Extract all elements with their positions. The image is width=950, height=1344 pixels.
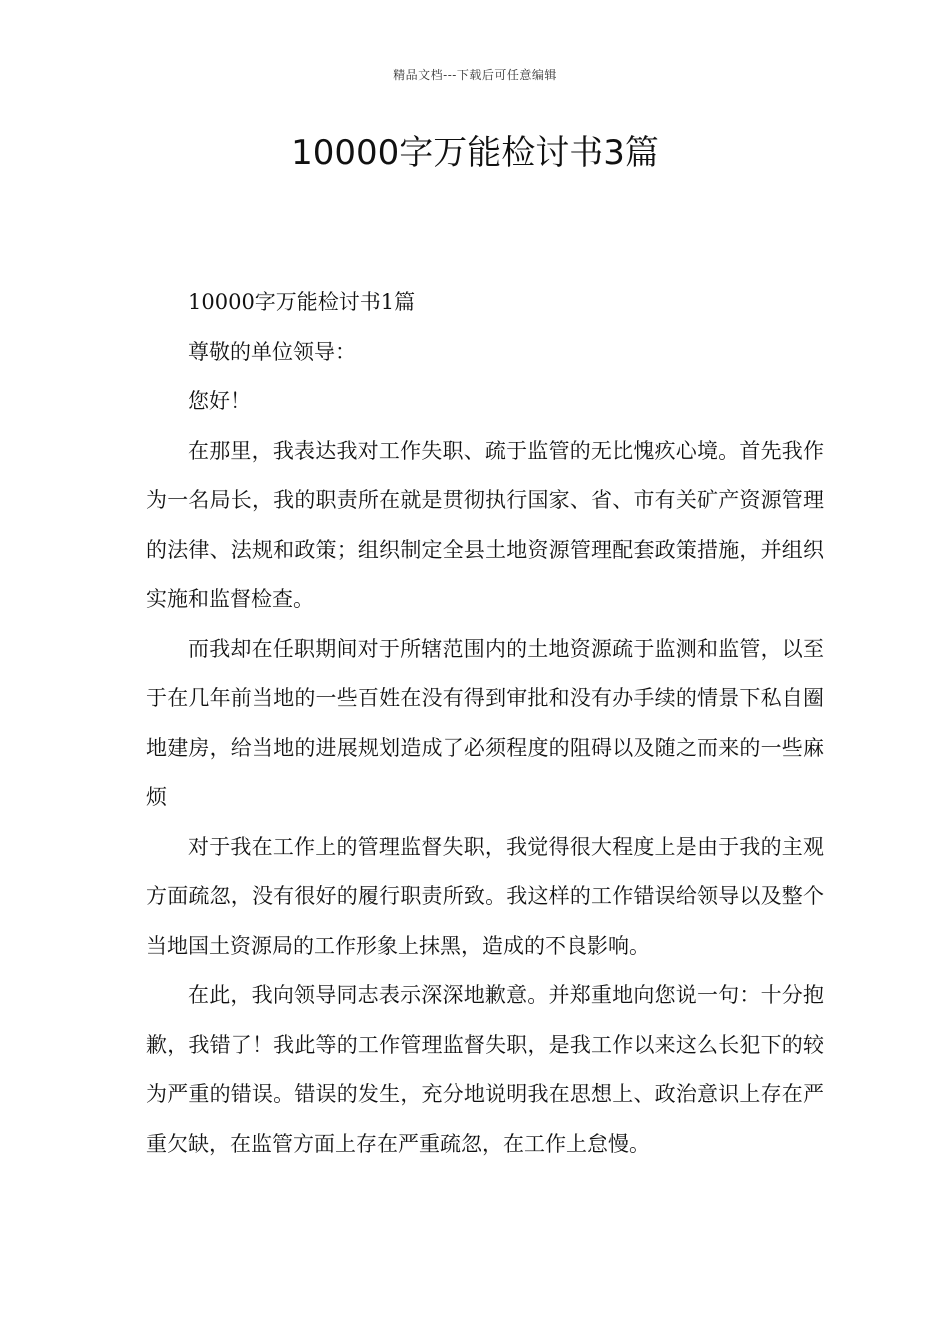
body-paragraph: 而我却在任职期间对于所辖范围内的土地资源疏于监测和监管，以至于在几年前当地的一些百姓在没有得到审批和没有办手续的情景下私自圈地建房，给当地的进展规划造成了必须程度的阻碍以及随之而来的一些麻烦 bbox=[146, 636, 824, 809]
greeting: 您好！ bbox=[188, 389, 251, 413]
document-body bbox=[146, 278, 824, 1169]
section-heading: 10000字万能检讨书1篇 bbox=[188, 290, 416, 314]
document-title: 10000字万能检讨书3篇 bbox=[291, 133, 659, 173]
body-paragraph: 在那里，我表达我对工作失职、疏于监管的无比愧疚心境。首先我作为一名局长，我的职责所在就是贯彻执行国家、省、市有关矿产资源管理的法律、法规和政策；组织制定全县土地资源管理配套政策措施，并组织实施和监督检查。 bbox=[146, 438, 824, 611]
salutation: 尊敬的单位领导： bbox=[188, 339, 356, 364]
body-paragraph: 对于我在工作上的管理监督失职，我觉得很大程度上是由于我的主观方面疏忽，没有很好的履行职责所致。我这样的工作错误给领导以及整个当地国土资源局的工作形象上抹黑，造成的不良影响。 bbox=[146, 834, 824, 958]
header-note: 精品文档---下载后可任意编辑 bbox=[393, 68, 557, 82]
body-paragraph: 在此，我向领导同志表示深深地歉意。并郑重地向您说一句：十分抱歉，我错了！我此等的工作管理监督失职，是我工作以来这么长犯下的较为严重的错误。错误的发生，充分地说明我在思想上、政治意识上存在严重欠缺，在监管方面上存在严重疏忽，在工作上怠慢。 bbox=[146, 983, 824, 1156]
